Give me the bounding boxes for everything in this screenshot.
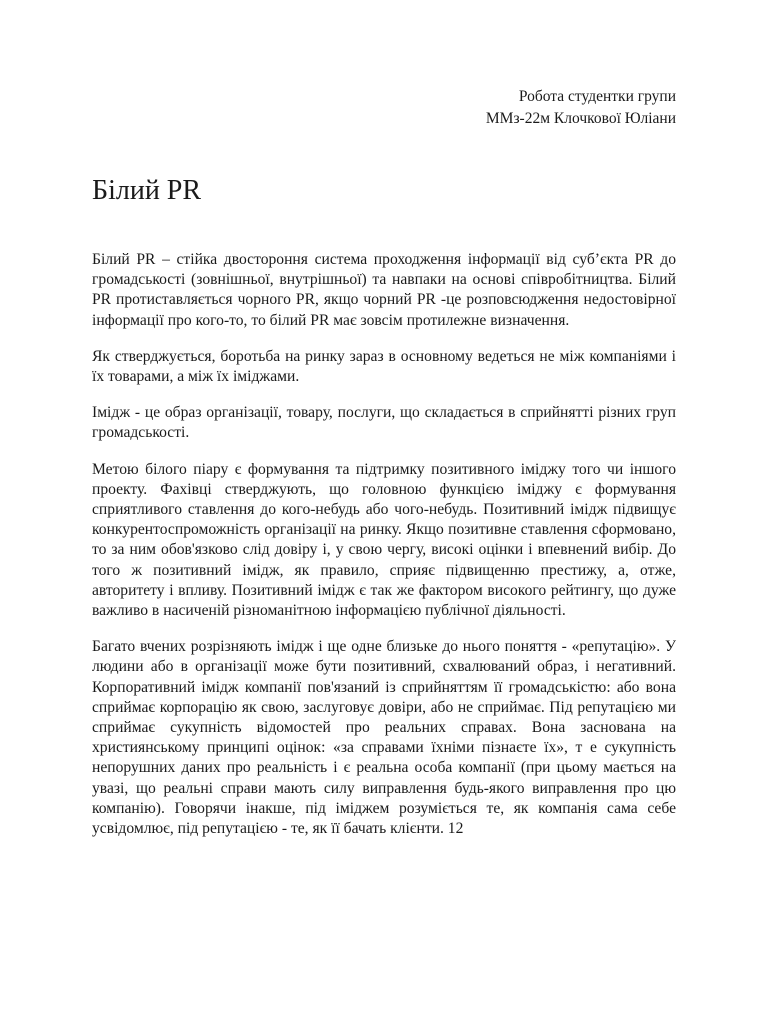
author-line-1: Робота студентки групи — [518, 88, 676, 105]
document-title: Білий PR — [92, 175, 202, 206]
author-line-2: ММз-22м Клочкової Юліани — [485, 110, 676, 127]
author-block — [92, 86, 676, 130]
paragraph-2: Як стверджується, боротьба на ринку зараз в основному ведеться не між компаніями і їх товарами, а між їх іміджами. — [92, 347, 676, 386]
paragraph-1: Білий PR – стійка двостороння система проходження інформації від суб’єкта PR до громадськості (зовнішньої, внутрішньої) та навпаки на основі співробітництва. Білий PR протиставляється чорного PR, якщо чорний PR -це розповсюдження недостовірної інформації про кого-то, то білий PR має зовсім протилежне визначення. — [92, 251, 676, 329]
paragraph-3: Імідж - це образ організації, товару, послуги, що складається в сприйнятті різних груп громадськості. — [92, 404, 676, 442]
paragraph-4: Метою білого піару є формування та підтримку позитивного іміджу того чи іншого проекту. Фахівці стверджують, що головною функцією іміджу є формування сприятливого ставлення до кого-небудь або чого-небудь. Позитивний імідж підвищує конкурентоспроможність організації на ринку. Якщо позитивне ставлення сформовано, то за ним обов'язково слід довіру і, у свою чергу, високі оцінки і впевнений вибір. До того ж позитивний імідж, як правило, сприяє підвищенню престижу, а, отже, авторитету і впливу. Позитивний імідж є так же фактором високого рейтингу, що дуже важливо в насиченій різноманітною інформацією публічної діяльності. — [92, 460, 676, 620]
document-body — [92, 250, 676, 839]
paragraph-5: Багато вчених розрізняють імідж і ще одне близьке до нього поняття - «репутацію». У людини або в організації може бути позитивний, схвалюваний образ, і негативний. Корпоративний імідж компанії пов'язаний із сприйняттям її громадськістю: або вона сприймає корпорацію як свою, заслуговує довіри, або не сприймає. Під репутацією ми сприймає сукупність відомостей про реальних справах. Вона заснована на християнському принципі оцінок: «за справами їхніми пізнаєте їх», т е сукупність непорушних даних про реальність і є реальна особа компанії (при цьому мається на увазі, що реальні справи мають силу виправлення будь-якого виправлення про цю компанію). Говорячи інакше, під іміджем розуміється те, як компанія сама себе усвідомлює, під репутацією - те, як її бачать клієнти. 12 — [92, 638, 676, 838]
